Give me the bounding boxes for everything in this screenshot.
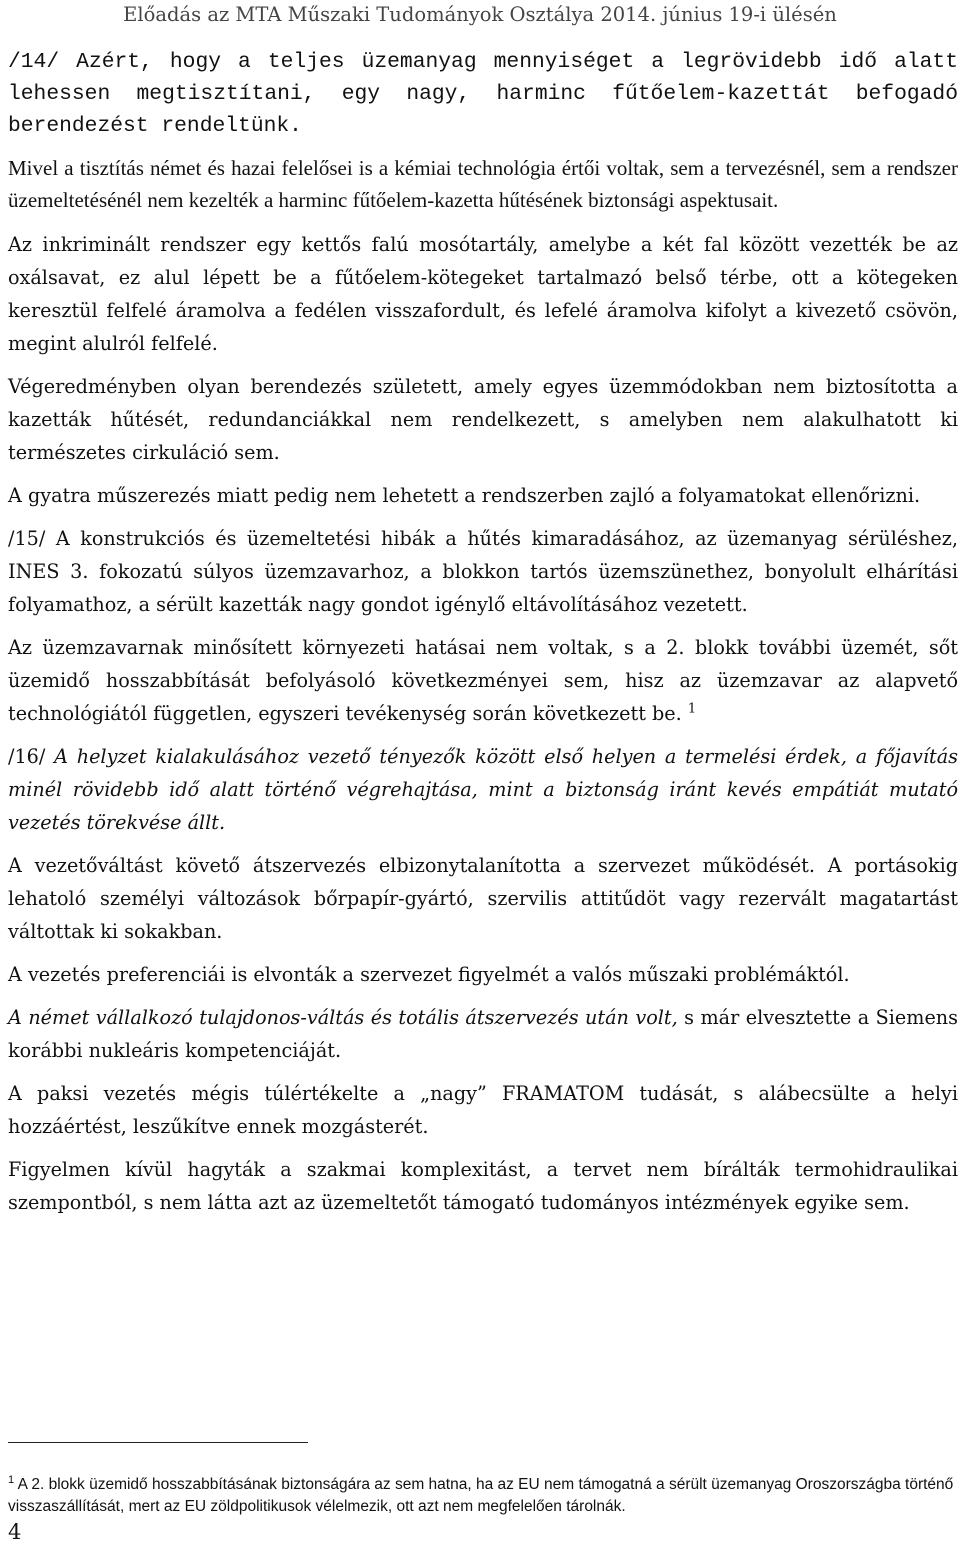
paragraph-environmental-text: Az üzemzavarnak minősített környezeti hatásai nem voltak, s a 2. blokk további üzemét, sőt üzemidő hosszabbítását befolyásoló következményei sem, hisz az üzemzavar az alapvető technológiától független, egyszeri tevékenység során következett be. [8, 636, 958, 725]
footnote-ref[interactable]: 1 [687, 701, 697, 717]
paragraph-system-description: Az inkriminált rendszer egy kettős falú mosótartály, amelybe a két fal között vezették be az oxálsavat, ez alul lépett be a fűtőelem-kötegeket tartalmazó belső térbe, ott a kötegeken keresztül felfelé áramolva a fedélen visszafordult, és lefelé áramolva kifolyt a kivezető csövön, megint alulról felfelé. [8, 233, 958, 355]
paragraph-contractor [8, 1001, 958, 1067]
paragraph-contractor-rest: s már elvesztette a Siemens korábbi nukleáris kompetenciáját. [8, 1006, 959, 1062]
paragraph-preferences: A vezetés preferenciái is elvonták a szervezet figyelmét a valós műszaki problémáktól. [8, 963, 850, 986]
paragraph-16 [8, 740, 958, 839]
paragraph-16-italic: A helyzet kialakulásához vezető tényezők között első helyen a termelési érdek, a főjavítás minél rövidebb idő alatt történő végrehajtása, mint a biztonság iránt kevés empátiát mutató vezetés törekvése állt. [8, 745, 958, 834]
footnote [8, 1474, 960, 1518]
footnote-text: A 2. blokk üzemidő hosszabbításának biztonságára az sem hatna, ha az EU nem támogatná a sérült üzemanyag Oroszországba történő visszaszállítását, mert az EU zöldpolitikusok vélelmezik, ott azt nem megfelelően tárolnák. [8, 1476, 954, 1515]
paragraph-environmental-effects [8, 631, 958, 730]
paragraph-14: /14/ Azért, hogy a teljes üzemanyag mennyiséget a legrövidebb idő alatt lehessen megtisztítani, egy nagy, harminc fűtőelem-kazettát befogadó berendezést rendeltünk. [8, 50, 958, 138]
page-number: 4 [8, 1520, 22, 1544]
paragraph-15: /15/ A konstrukciós és üzemeltetési hibák a hűtés kimaradásához, az üzemanyag sérüléshez, INES 3. fokozatú súlyos üzemzavarhoz, a blokkon tartós üzemszünethez, bonyolult elhárítási folyamathoz, a sérült kazetták nagy gondot igénylő eltávolításához vezetett. [8, 527, 958, 616]
paragraph-complexity: Figyelmen kívül hagyták a szakmai komplexitást, a tervet nem bírálták termohidraulikai szempontból, s nem látta azt az üzemeltetőt támogató tudományos intézmények egyike sem. [8, 1158, 958, 1214]
paragraph-result: Végeredményben olyan berendezés született, amely egyes üzemmódokban nem biztosította a kazetták hűtését, redundanciákkal nem rendelkezett, s amelyben nem alakulhatott ki természetes cirkuláció sem. [8, 375, 958, 464]
paragraph-contractor-italic: A német vállalkozó tulajdonos-váltás és totális átszervezés után volt, [8, 1006, 678, 1029]
paragraph-cleaning-responsibility: Mivel a tisztítás német és hazai felelősei is a kémiai technológia értői voltak, sem a tervezésnél, sem a rendszer üzemeltetésénél nem kezelték a harminc fűtőelem-kazetta hűtésének biztonsági aspektusait. [8, 156, 958, 212]
document-body [8, 46, 958, 1229]
paragraph-framatom: A paksi vezetés mégis túlértékelte a „nagy” FRAMATOM tudását, s alábecsülte a helyi hozzáértést, leszűkítve ennek mozgásterét. [8, 1082, 958, 1138]
paragraph-instrumentation: A gyatra műszerezés miatt pedig nem lehetett a rendszerben zajló a folyamatokat ellenőrizni. [8, 484, 921, 507]
page-header: Előadás az MTA Műszaki Tudományok Osztálya 2014. június 19-i ülésén [123, 3, 837, 26]
paragraph-reorganization: A vezetőváltást követő átszervezés elbizonytalanította a szervezet működését. A portásokig lehatoló személyi változások bőrpapír-gyártó, szervilis attitűdöt vagy rezervált magatartást váltottak ki sokakban. [8, 854, 958, 943]
paragraph-16-prefix: /16/ [8, 745, 55, 768]
footnote-marker: 1 [8, 1473, 15, 1486]
footnote-separator [8, 1442, 308, 1443]
